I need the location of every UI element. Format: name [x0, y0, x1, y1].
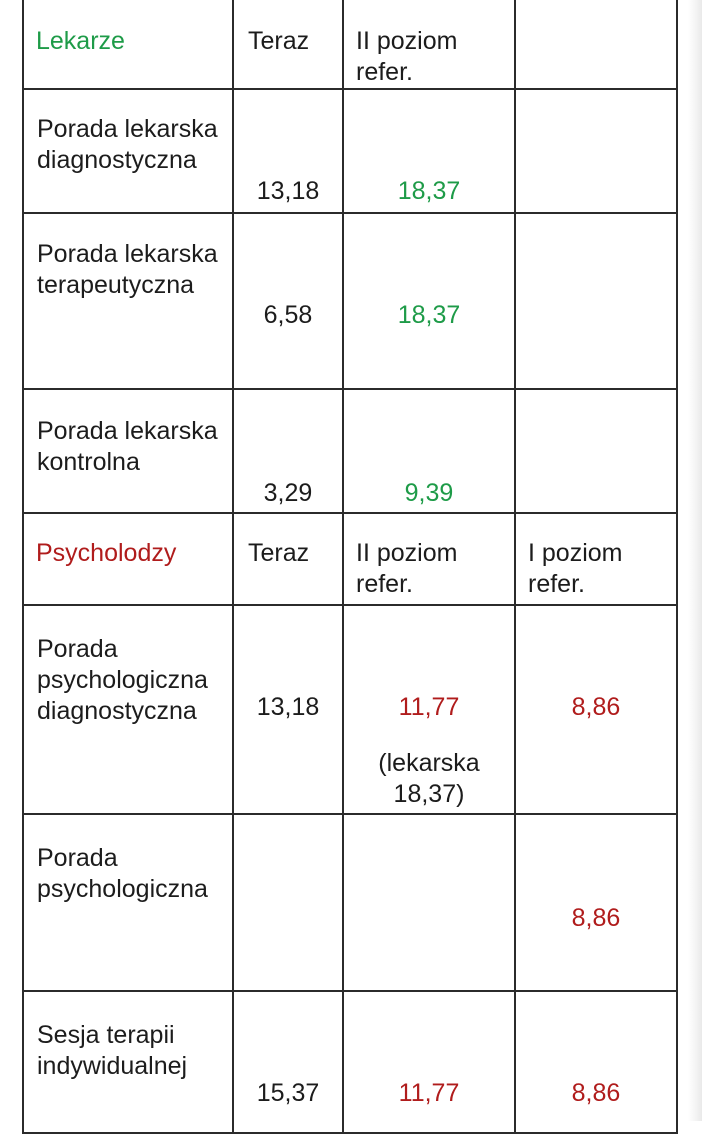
row-label: Sesja terapii indywidualnej — [37, 1021, 188, 1080]
page-edge — [688, 0, 702, 1121]
value-level2: 11,77 — [398, 1079, 460, 1107]
table-row — [23, 605, 677, 814]
value-now: 3,29 — [263, 479, 313, 507]
value-level2: 18,37 — [397, 177, 461, 205]
psychologists-col-now: Teraz — [248, 539, 310, 567]
value-level1: 8,86 — [571, 693, 621, 721]
value-level2: 9,39 — [404, 479, 454, 507]
value-level1: 8,86 — [571, 904, 621, 932]
value-now: 15,37 — [256, 1079, 320, 1107]
doctors-col-level2: II poziom refer. — [356, 27, 458, 86]
doctors-col-now: Teraz — [248, 27, 310, 55]
row-label: Porada psychologiczna diagnostyczna — [37, 635, 208, 725]
value-level2-note: (lekarska 18,37) — [378, 749, 480, 808]
table-row — [23, 991, 677, 1133]
table-row — [23, 213, 677, 389]
psychologists-col-level2: II poziom refer. — [356, 539, 458, 598]
value-level1: 8,86 — [571, 1079, 621, 1107]
value-now: 13,18 — [256, 177, 320, 205]
table-row — [23, 814, 677, 991]
row-label: Porada psychologiczna — [37, 844, 208, 903]
value-now: 6,58 — [263, 301, 313, 329]
value-level2: 18,37 — [397, 301, 461, 329]
table-row — [23, 89, 677, 213]
value-now: 13,18 — [256, 693, 320, 721]
psychologists-header-row — [23, 513, 677, 605]
row-label: Porada lekarska kontrolna — [37, 417, 218, 476]
table-row — [23, 389, 677, 513]
doctors-header-row — [23, 0, 677, 89]
psychologists-col-level1: I poziom refer. — [528, 539, 623, 598]
row-label: Porada lekarska terapeutyczna — [37, 240, 218, 299]
value-level2: 11,77 — [398, 693, 460, 721]
fees-table — [22, 0, 678, 1134]
doctors-section-title: Lekarze — [36, 27, 125, 55]
row-label: Porada lekarska diagnostyczna — [37, 115, 218, 174]
psychologists-section-title: Psycholodzy — [36, 539, 177, 567]
